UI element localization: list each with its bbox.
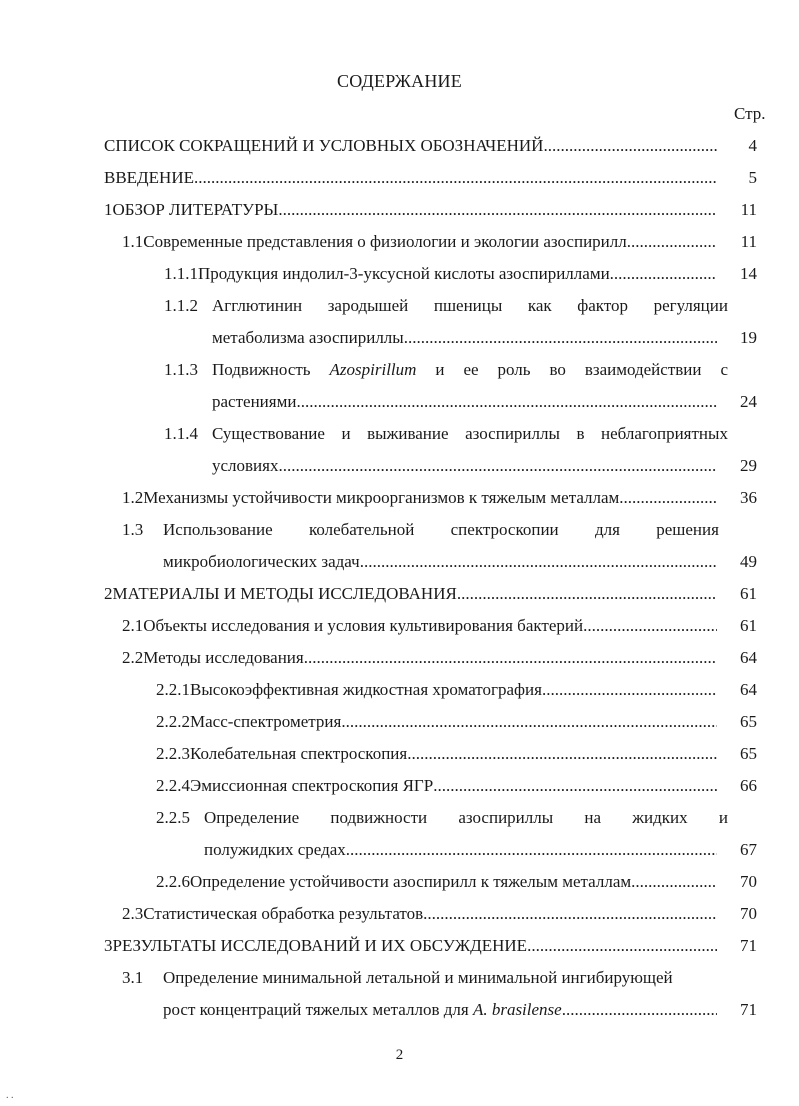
page-title: СОДЕРЖАНИЕ xyxy=(337,71,462,91)
toc-leader xyxy=(346,840,717,860)
toc-word: и xyxy=(341,424,351,443)
toc-entry-text: растениями xyxy=(212,392,297,411)
scan-corner-mark: . . xyxy=(6,1090,14,1101)
toc-word: азоспириллы xyxy=(465,424,560,443)
toc-number: 1.1.3 xyxy=(164,360,198,379)
toc-leader xyxy=(542,680,717,700)
toc-leader xyxy=(619,488,717,508)
toc-entry-text: Механизмы устойчивости микроорганизмов к тяжелым металлам xyxy=(143,488,620,507)
toc-leader xyxy=(407,744,717,764)
toc-word-italic: Azospirillum xyxy=(329,360,417,379)
toc-page: 11 xyxy=(740,200,757,219)
toc-number: 2.2.5 xyxy=(156,808,190,827)
toc-page: 66 xyxy=(740,776,757,795)
toc-number: 2.1 xyxy=(122,616,144,635)
toc-leader xyxy=(423,904,717,924)
toc-entry-1-1-3-line2 xyxy=(212,392,757,412)
toc-species-name: A. brasilense xyxy=(472,1000,562,1019)
toc-word: для xyxy=(594,520,620,539)
toc-number: 3.1 xyxy=(122,968,144,987)
toc-page: 71 xyxy=(740,936,757,955)
toc-page: 61 xyxy=(740,584,757,603)
toc-leader xyxy=(433,776,717,796)
toc-number: 1.1 xyxy=(122,232,144,251)
toc-leader xyxy=(278,456,717,476)
toc-page: 49 xyxy=(740,552,757,571)
toc-entry-2-2-5-line2 xyxy=(204,840,757,860)
toc-page: 19 xyxy=(740,328,757,347)
toc-word: колебательной xyxy=(308,520,415,539)
toc-entry-text-part: рост концентраций тяжелых металлов для xyxy=(163,1000,473,1019)
toc-number: 1.2 xyxy=(122,488,144,507)
toc-page: 64 xyxy=(740,648,757,667)
toc-entry-1-3-line2 xyxy=(163,552,757,572)
toc-entry-2-3 xyxy=(122,904,757,924)
toc-entry-1-1-3-line1 xyxy=(164,360,728,380)
toc-entry-1-3-line1 xyxy=(122,520,719,540)
toc-entry-text: полужидких средах xyxy=(204,840,346,859)
toc-word: как xyxy=(527,296,552,315)
toc-entry-text: Продукция индолил-3-уксусной кислоты азоспириллами xyxy=(198,264,610,283)
toc-page: 67 xyxy=(740,840,757,859)
toc-entry-1-1-4-line2 xyxy=(212,456,757,476)
toc-justified-line xyxy=(163,520,719,540)
toc-entry-text: Современные представления о физиологии и экологии азоспирилл xyxy=(143,232,627,251)
toc-number: 1.1.4 xyxy=(164,424,198,443)
toc-number: 2.3 xyxy=(122,904,144,923)
toc-leader xyxy=(404,328,717,348)
toc-entry-2-2-2 xyxy=(156,712,757,732)
toc-number: 2.2.1 xyxy=(156,680,190,699)
toc-entry-3-1-line2 xyxy=(163,1000,757,1020)
toc-entry-text: Колебательная спектроскопия xyxy=(190,744,408,763)
toc-word: Использование xyxy=(163,520,273,539)
toc-page: 24 xyxy=(740,392,757,411)
toc-number: 3 xyxy=(104,936,113,955)
toc-entry-text: Высокоэффективная жидкостная хроматография xyxy=(190,680,542,699)
toc-leader xyxy=(194,168,717,188)
toc-word: азоспириллы xyxy=(458,808,554,827)
toc-word: на xyxy=(584,808,602,827)
toc-number: 2 xyxy=(104,584,113,603)
toc-entry-1-2 xyxy=(122,488,757,508)
toc-leader xyxy=(543,136,717,156)
toc-word: Существование xyxy=(212,424,325,443)
toc-word: регуляции xyxy=(653,296,728,315)
toc-entry-text: СПИСОК СОКРАЩЕНИЙ И УСЛОВНЫХ ОБОЗНАЧЕНИЙ xyxy=(104,136,544,155)
toc-leader xyxy=(631,872,717,892)
toc-page: 70 xyxy=(740,904,757,923)
toc-leader xyxy=(527,936,717,956)
toc-number: 2.2.6 xyxy=(156,872,190,891)
toc-word: во xyxy=(549,360,566,379)
toc-entry-2-2-6 xyxy=(156,872,757,892)
toc-entry-2-2-1 xyxy=(156,680,757,700)
toc-page: 5 xyxy=(748,168,757,187)
toc-entry-text xyxy=(163,1000,562,1020)
toc-leader xyxy=(627,232,717,252)
toc-word: взаимодействии xyxy=(584,360,702,379)
toc-word: ее xyxy=(463,360,479,379)
toc-word: зародышей xyxy=(327,296,409,315)
toc-entry-2-2 xyxy=(122,648,757,668)
toc-entry-text: микробиологических задач xyxy=(163,552,360,571)
toc-entry-text: условиях xyxy=(212,456,279,475)
toc-entry-abbreviations xyxy=(104,136,757,156)
toc-entry-text: ВВЕДЕНИЕ xyxy=(104,168,194,187)
toc-entry-text: Определение устойчивости азоспирилл к тяжелым металлам xyxy=(190,872,632,891)
toc-word: и xyxy=(435,360,445,379)
toc-entry-chapter-1 xyxy=(104,200,757,220)
toc-number: 1.1.2 xyxy=(164,296,198,315)
toc-number: 2.2.2 xyxy=(156,712,190,731)
toc-justified-line xyxy=(212,296,728,316)
toc-entry-1-1-2-line2 xyxy=(212,328,757,348)
toc-entry-2-2-3 xyxy=(156,744,757,764)
toc-justified-line xyxy=(204,808,728,828)
toc-entry-2-2-4 xyxy=(156,776,757,796)
toc-page: 71 xyxy=(740,1000,757,1019)
toc-page: 61 xyxy=(740,616,757,635)
toc-leader xyxy=(304,648,717,668)
toc-justified-line xyxy=(212,424,728,444)
toc-word: выживание xyxy=(367,424,449,443)
toc-entry-text: МАТЕРИАЛЫ И МЕТОДЫ ИССЛЕДОВАНИЯ xyxy=(112,584,457,603)
toc-word: жидких xyxy=(632,808,688,827)
toc-number: 2.2 xyxy=(122,648,144,667)
page-column-label: Стр. xyxy=(734,104,766,123)
toc-page: 65 xyxy=(740,712,757,731)
toc-entry-text: Определение минимальной летальной и минимальной ингибирующей xyxy=(163,968,673,987)
toc-page: 29 xyxy=(740,456,757,475)
toc-page: 36 xyxy=(740,488,757,507)
toc-word: с xyxy=(720,360,728,379)
toc-word: пшеницы xyxy=(433,296,503,315)
toc-word: фактор xyxy=(577,296,629,315)
toc-word: Определение xyxy=(204,808,300,827)
toc-entry-text: метаболизма азоспириллы xyxy=(212,328,404,347)
toc-entry-introduction xyxy=(104,168,757,188)
toc-entry-chapter-2 xyxy=(104,584,757,604)
toc-number: 1.1.1 xyxy=(164,264,198,283)
toc-number: 2.2.4 xyxy=(156,776,190,795)
toc-leader xyxy=(296,392,717,412)
toc-word: Подвижность xyxy=(212,360,311,379)
toc-entry-text: Объекты исследования и условия культивирования бактерий xyxy=(143,616,584,635)
toc-leader xyxy=(457,584,717,604)
page-number: 2 xyxy=(395,1047,404,1063)
toc-page: 11 xyxy=(740,232,757,251)
toc-leader xyxy=(583,616,717,636)
toc-word: роль xyxy=(497,360,531,379)
toc-leader xyxy=(341,712,717,732)
toc-entry-text: Методы исследования xyxy=(143,648,304,667)
toc-word: в xyxy=(576,424,585,443)
toc-entry-1-1-2-line1 xyxy=(164,296,728,316)
toc-leader xyxy=(610,264,717,284)
toc-entry-text: РЕЗУЛЬТАТЫ ИССЛЕДОВАНИЙ И ИХ ОБСУЖДЕНИЕ xyxy=(112,936,528,955)
toc-leader xyxy=(278,200,717,220)
toc-entry-text: Масс-спектрометрия xyxy=(190,712,342,731)
toc-number: 1.3 xyxy=(122,520,144,539)
toc-word: решения xyxy=(656,520,719,539)
toc-entry-1-1-1 xyxy=(164,264,757,284)
toc-number: 2.2.3 xyxy=(156,744,190,763)
toc-entry-3-1-line1 xyxy=(122,968,742,988)
toc-leader xyxy=(360,552,717,572)
toc-page: 70 xyxy=(740,872,757,891)
toc-word: и xyxy=(718,808,728,827)
toc-entry-text: Эмиссионная спектроскопия ЯГР xyxy=(190,776,434,795)
toc-entry-text: Статистическая обработка результатов xyxy=(143,904,424,923)
toc-word: подвижности xyxy=(330,808,428,827)
toc-word: спектроскопии xyxy=(450,520,559,539)
toc-page: 64 xyxy=(740,680,757,699)
toc-number: 1 xyxy=(104,200,113,219)
toc-page: 4 xyxy=(748,136,757,155)
toc-entry-1-1 xyxy=(122,232,757,252)
toc-entry-1-1-4-line1 xyxy=(164,424,728,444)
toc-entry-chapter-3 xyxy=(104,936,757,956)
toc-page: 65 xyxy=(740,744,757,763)
toc-leader xyxy=(562,1000,717,1020)
toc-page: 14 xyxy=(740,264,757,283)
toc-entry-2-1 xyxy=(122,616,757,636)
toc-justified-line xyxy=(212,360,728,380)
toc-word: Агглютинин xyxy=(212,296,303,315)
toc-word: неблагоприятных xyxy=(601,424,728,443)
toc-entry-2-2-5-line1 xyxy=(156,808,728,828)
toc-entry-text: ОБЗОР ЛИТЕРАТУРЫ xyxy=(112,200,279,219)
